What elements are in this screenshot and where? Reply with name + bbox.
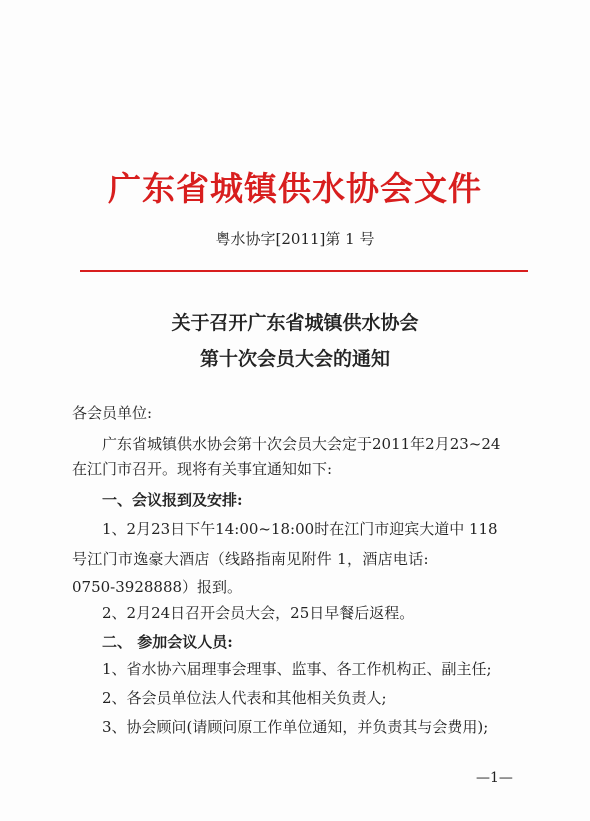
paragraph-1-line-2: 在江门市召开。现将有关事宜通知如下: [72,460,333,478]
page-number: —1— [476,770,513,786]
paragraph-2-line-1: 1、2月23日下午14:00~18:00时在江门市迎宾大道中 118 [102,520,498,538]
list-item: 3、协会顾问(请顾问原工作单位通知，并负责其与会费用); [102,718,489,736]
section-heading-1: 一、会议报到及安排: [102,491,243,509]
list-item: 2、各会员单位法人代表和其他相关负责人; [102,689,387,707]
document-header-title: 广东省城镇供水协会文件 [108,169,482,208]
section-heading-2: 二、 参加会议人员: [102,633,233,651]
paragraph-1-line-1: 广东省城镇供水协会第十次会员大会定于2011年2月23~24 [102,435,501,453]
paragraph-2-line-2: 号江门市逸豪大酒店（线路指南见附件 1，酒店电话: [72,550,429,568]
paragraph-2-line-3: 0750-3928888）报到。 [72,578,243,596]
list-item: 1、省水协六届理事会理事、监事、各工作机构正、副主任; [102,660,492,678]
red-divider [80,270,528,272]
notice-title-line1: 关于召开广东省城镇供水协会 [171,312,419,334]
document-number: 粤水协字[2011]第 1 号 [215,230,375,248]
paragraph-3: 2、2月24日召开会员大会，25日早餐后返程。 [102,604,415,622]
salutation: 各会员单位: [72,404,153,422]
notice-title-line2: 第十次会员大会的通知 [199,348,390,370]
